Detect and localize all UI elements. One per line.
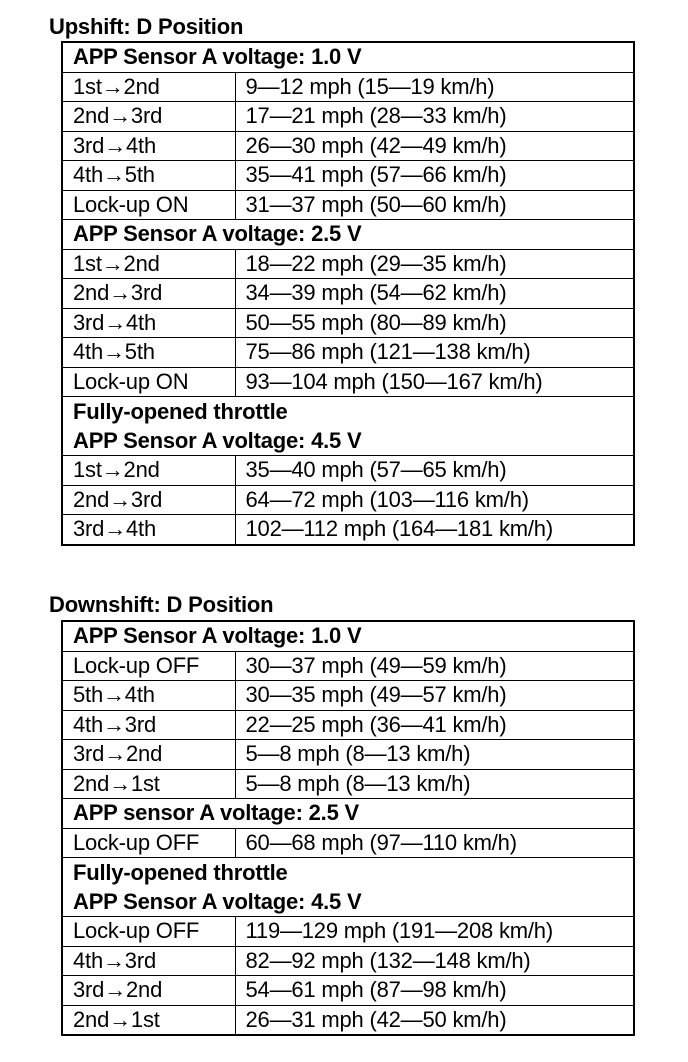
group-header-row <box>62 220 634 250</box>
group-header-line: APP sensor A voltage: 2.5 V <box>73 800 360 825</box>
table-row <box>62 681 634 711</box>
table-row <box>62 769 634 799</box>
speed-cell: 30—35 mph (49—57 km/h) <box>235 681 634 711</box>
speed-cell: 5—8 mph (8—13 km/h) <box>235 740 634 770</box>
table-row <box>62 161 634 191</box>
upshift-table <box>61 41 635 546</box>
speed-cell: 75—86 mph (121—138 km/h) <box>235 338 634 368</box>
group-header-line: APP Sensor A voltage: 4.5 V <box>73 889 362 914</box>
group-header-line: Fully-opened throttle <box>73 860 288 885</box>
group-header-line: APP Sensor A voltage: 2.5 V <box>73 221 362 246</box>
speed-cell: 17—21 mph (28—33 km/h) <box>235 102 634 132</box>
group-header-line: APP Sensor A voltage: 4.5 V <box>73 428 362 453</box>
shift-cell: 3rd→4th <box>62 515 235 545</box>
group-header-line: APP Sensor A voltage: 1.0 V <box>73 623 362 648</box>
speed-cell: 64—72 mph (103—116 km/h) <box>235 485 634 515</box>
shift-cell: 1st→2nd <box>62 456 235 486</box>
shift-cell: 2nd→3rd <box>62 102 235 132</box>
speed-cell: 35—40 mph (57—65 km/h) <box>235 456 634 486</box>
table-row <box>62 102 634 132</box>
shift-cell: 4th→3rd <box>62 946 235 976</box>
shift-cell: 2nd→3rd <box>62 279 235 309</box>
group-header-line: Fully-opened throttle <box>73 399 288 424</box>
speed-cell: 119—129 mph (191—208 km/h) <box>235 917 634 947</box>
downshift-title: Downshift: D Position <box>49 592 274 617</box>
speed-cell: 60—68 mph (97—110 km/h) <box>235 828 634 858</box>
table-row <box>62 249 634 279</box>
speed-cell: 22—25 mph (36—41 km/h) <box>235 710 634 740</box>
shift-cell: Lock-up OFF <box>62 917 235 947</box>
speed-cell: 54—61 mph (87—98 km/h) <box>235 976 634 1006</box>
shift-cell: 1st→2nd <box>62 249 235 279</box>
group-header <box>62 397 634 456</box>
speed-cell: 26—31 mph (42—50 km/h) <box>235 1005 634 1035</box>
group-header-row <box>62 621 634 651</box>
speed-cell: 93—104 mph (150—167 km/h) <box>235 367 634 397</box>
group-header-line: APP Sensor A voltage: 1.0 V <box>73 44 362 69</box>
upshift-title: Upshift: D Position <box>49 14 244 39</box>
shift-cell: 1st→2nd <box>62 72 235 102</box>
table-row <box>62 72 634 102</box>
shift-cell: 4th→3rd <box>62 710 235 740</box>
speed-cell: 26—30 mph (42—49 km/h) <box>235 131 634 161</box>
group-header <box>62 858 634 917</box>
table-row <box>62 131 634 161</box>
table-row <box>62 190 634 220</box>
table-row <box>62 651 634 681</box>
group-header <box>62 621 634 651</box>
table-row <box>62 828 634 858</box>
table-row <box>62 917 634 947</box>
shift-cell: Lock-up ON <box>62 367 235 397</box>
shift-cell: Lock-up ON <box>62 190 235 220</box>
shift-cell: 2nd→1st <box>62 1005 235 1035</box>
table-row <box>62 740 634 770</box>
speed-cell: 82—92 mph (132—148 km/h) <box>235 946 634 976</box>
speed-cell: 31—37 mph (50—60 km/h) <box>235 190 634 220</box>
table-row <box>62 946 634 976</box>
table-row <box>62 367 634 397</box>
group-header <box>62 42 634 72</box>
speed-cell: 9—12 mph (15—19 km/h) <box>235 72 634 102</box>
shift-cell: 2nd→1st <box>62 769 235 799</box>
speed-cell: 50—55 mph (80—89 km/h) <box>235 308 634 338</box>
shift-cell: 2nd→3rd <box>62 485 235 515</box>
speed-cell: 102—112 mph (164—181 km/h) <box>235 515 634 545</box>
group-header-row <box>62 858 634 917</box>
table-row <box>62 456 634 486</box>
shift-cell: 5th→4th <box>62 681 235 711</box>
table-row <box>62 976 634 1006</box>
group-header-row <box>62 42 634 72</box>
downshift-table <box>61 620 635 1036</box>
table-row <box>62 710 634 740</box>
group-header-row <box>62 397 634 456</box>
shift-cell: 3rd→4th <box>62 131 235 161</box>
shift-cell: Lock-up OFF <box>62 828 235 858</box>
shift-cell: Lock-up OFF <box>62 651 235 681</box>
table-row <box>62 485 634 515</box>
shift-cell: 4th→5th <box>62 161 235 191</box>
group-header <box>62 220 634 250</box>
speed-cell: 5—8 mph (8—13 km/h) <box>235 769 634 799</box>
shift-cell: 3rd→2nd <box>62 976 235 1006</box>
group-header <box>62 799 634 829</box>
shift-cell: 3rd→2nd <box>62 740 235 770</box>
shift-cell: 3rd→4th <box>62 308 235 338</box>
group-header-row <box>62 799 634 829</box>
table-row <box>62 1005 634 1035</box>
table-row <box>62 515 634 545</box>
table-row <box>62 308 634 338</box>
speed-cell: 18—22 mph (29—35 km/h) <box>235 249 634 279</box>
speed-cell: 30—37 mph (49—59 km/h) <box>235 651 634 681</box>
speed-cell: 35—41 mph (57—66 km/h) <box>235 161 634 191</box>
table-row <box>62 279 634 309</box>
speed-cell: 34—39 mph (54—62 km/h) <box>235 279 634 309</box>
shift-cell: 4th→5th <box>62 338 235 368</box>
table-row <box>62 338 634 368</box>
